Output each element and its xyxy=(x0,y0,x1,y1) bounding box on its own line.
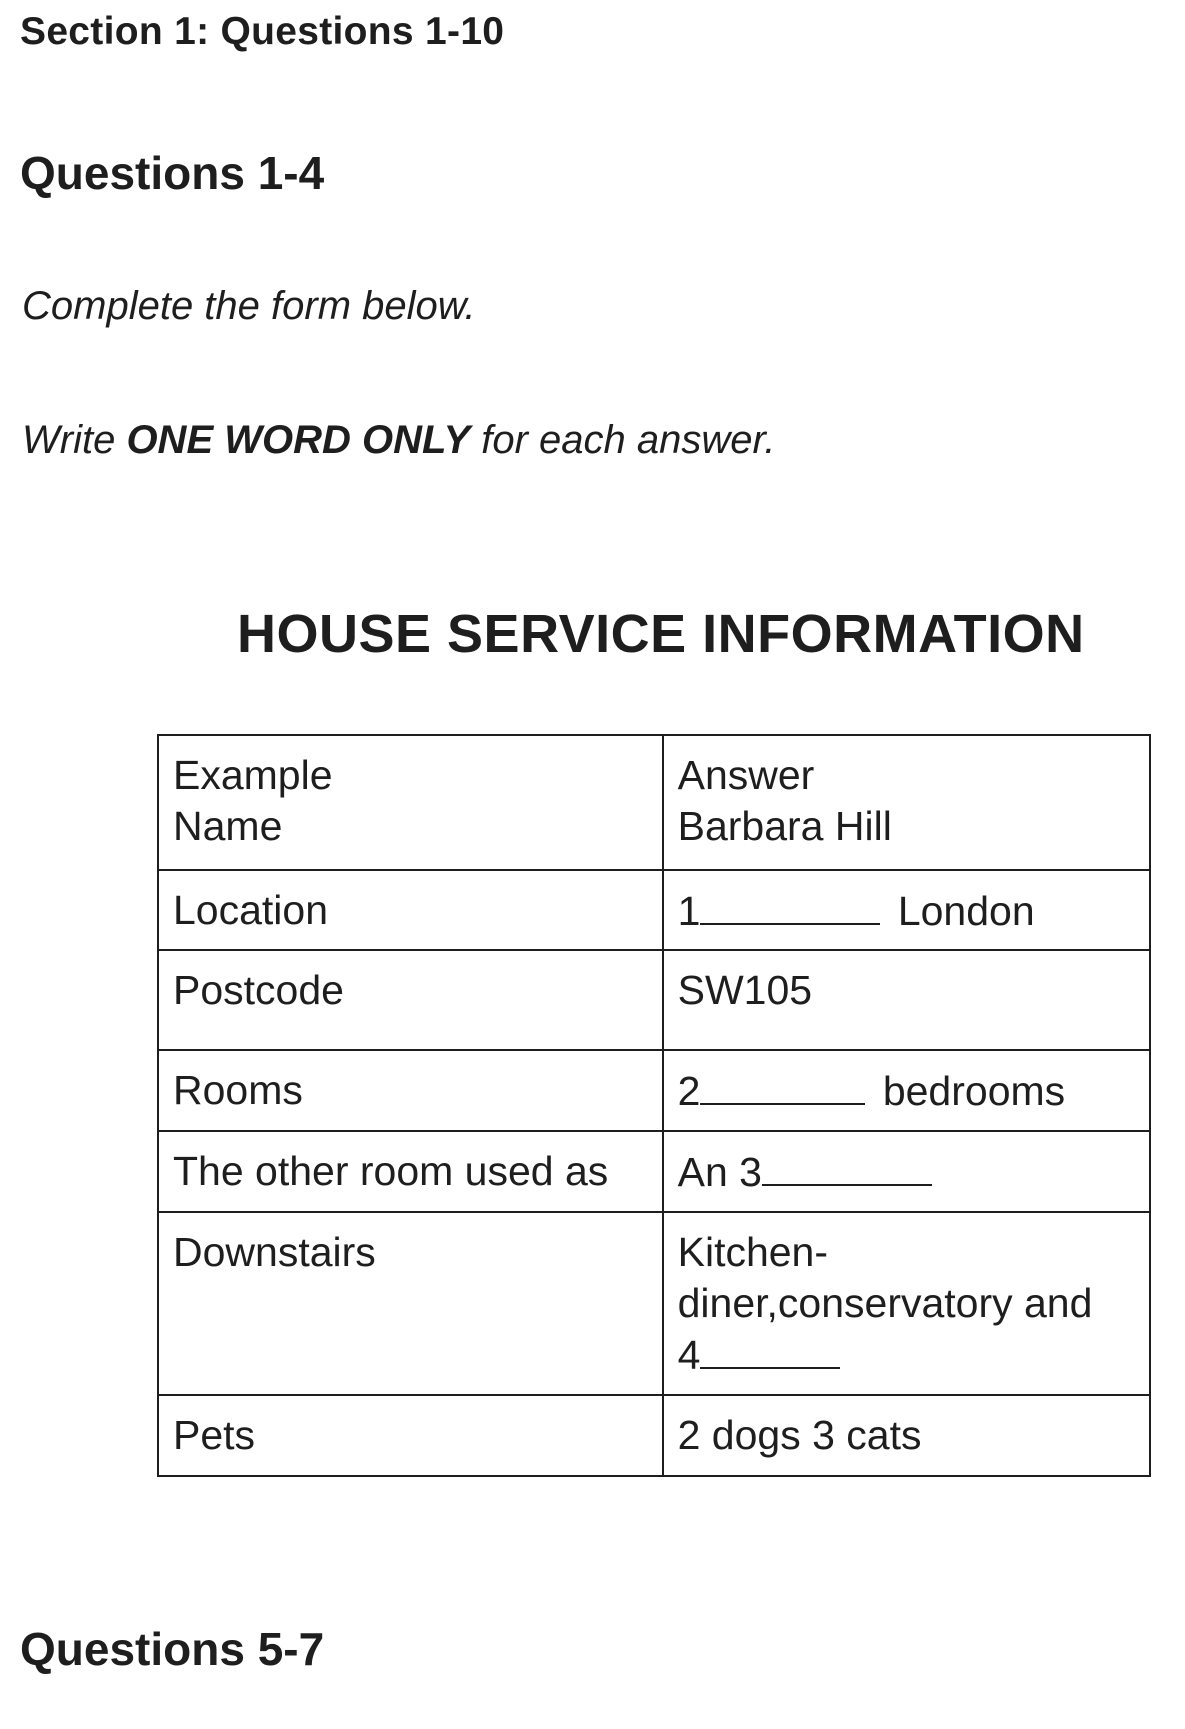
table-row-downstairs xyxy=(158,1212,1150,1395)
question-4-blank[interactable] xyxy=(700,1329,840,1369)
table-row-location xyxy=(158,870,1150,950)
question-2-number: 2 xyxy=(677,1068,701,1114)
other-room-value-cell xyxy=(663,1131,1150,1212)
downstairs-line-1: Kitchen- xyxy=(677,1229,829,1275)
instruction-word-limit xyxy=(22,418,775,463)
example-label-cell xyxy=(158,735,663,870)
location-value-cell xyxy=(663,870,1150,950)
example-value-cell xyxy=(663,735,1150,870)
downstairs-label: Downstairs xyxy=(158,1212,663,1395)
question-2-blank[interactable] xyxy=(700,1065,865,1105)
questions-1-4-heading: Questions 1-4 xyxy=(20,147,325,199)
rooms-unit: bedrooms xyxy=(882,1068,1066,1114)
instruction-complete-form: Complete the form below. xyxy=(22,284,476,328)
question-3-prefix: An 3 xyxy=(677,1149,762,1195)
question-3-blank[interactable] xyxy=(762,1146,932,1186)
rooms-label: Rooms xyxy=(158,1050,663,1131)
table-row-postcode xyxy=(158,950,1150,1050)
instruction-word-limit-bold: ONE WORD ONLY xyxy=(126,418,471,462)
other-room-label: The other room used as xyxy=(158,1131,663,1212)
rooms-value-cell xyxy=(663,1050,1150,1131)
downstairs-value-cell xyxy=(663,1212,1150,1395)
question-4-number: 4 xyxy=(677,1332,701,1378)
form-title: HOUSE SERVICE INFORMATION xyxy=(237,604,1085,664)
section-title: Section 1: Questions 1-10 xyxy=(20,10,505,53)
questions-5-7-heading: Questions 5-7 xyxy=(20,1623,325,1675)
instruction-suffix: for each answer. xyxy=(470,418,776,462)
table-row-example xyxy=(158,735,1150,870)
question-1-blank[interactable] xyxy=(700,885,880,925)
postcode-value: SW105 xyxy=(663,950,1150,1050)
location-label: Location xyxy=(158,870,663,950)
answer-label: Answer xyxy=(677,752,815,798)
pets-label: Pets xyxy=(158,1395,663,1476)
table-row-rooms xyxy=(158,1050,1150,1131)
instruction-prefix: Write xyxy=(22,418,127,462)
table-row-pets xyxy=(158,1395,1150,1476)
pets-value: 2 dogs 3 cats xyxy=(663,1395,1150,1476)
location-city: London xyxy=(897,888,1035,934)
example-label: Example xyxy=(173,752,333,798)
house-service-form-table xyxy=(157,734,1151,1477)
downstairs-line-2: diner,conservatory and xyxy=(677,1280,1093,1326)
postcode-label: Postcode xyxy=(158,950,663,1050)
question-1-number: 1 xyxy=(677,888,701,934)
downstairs-line-3 xyxy=(678,1329,1137,1381)
name-label: Name xyxy=(173,803,283,849)
name-value: Barbara Hill xyxy=(677,803,892,849)
table-row-other-room xyxy=(158,1131,1150,1212)
